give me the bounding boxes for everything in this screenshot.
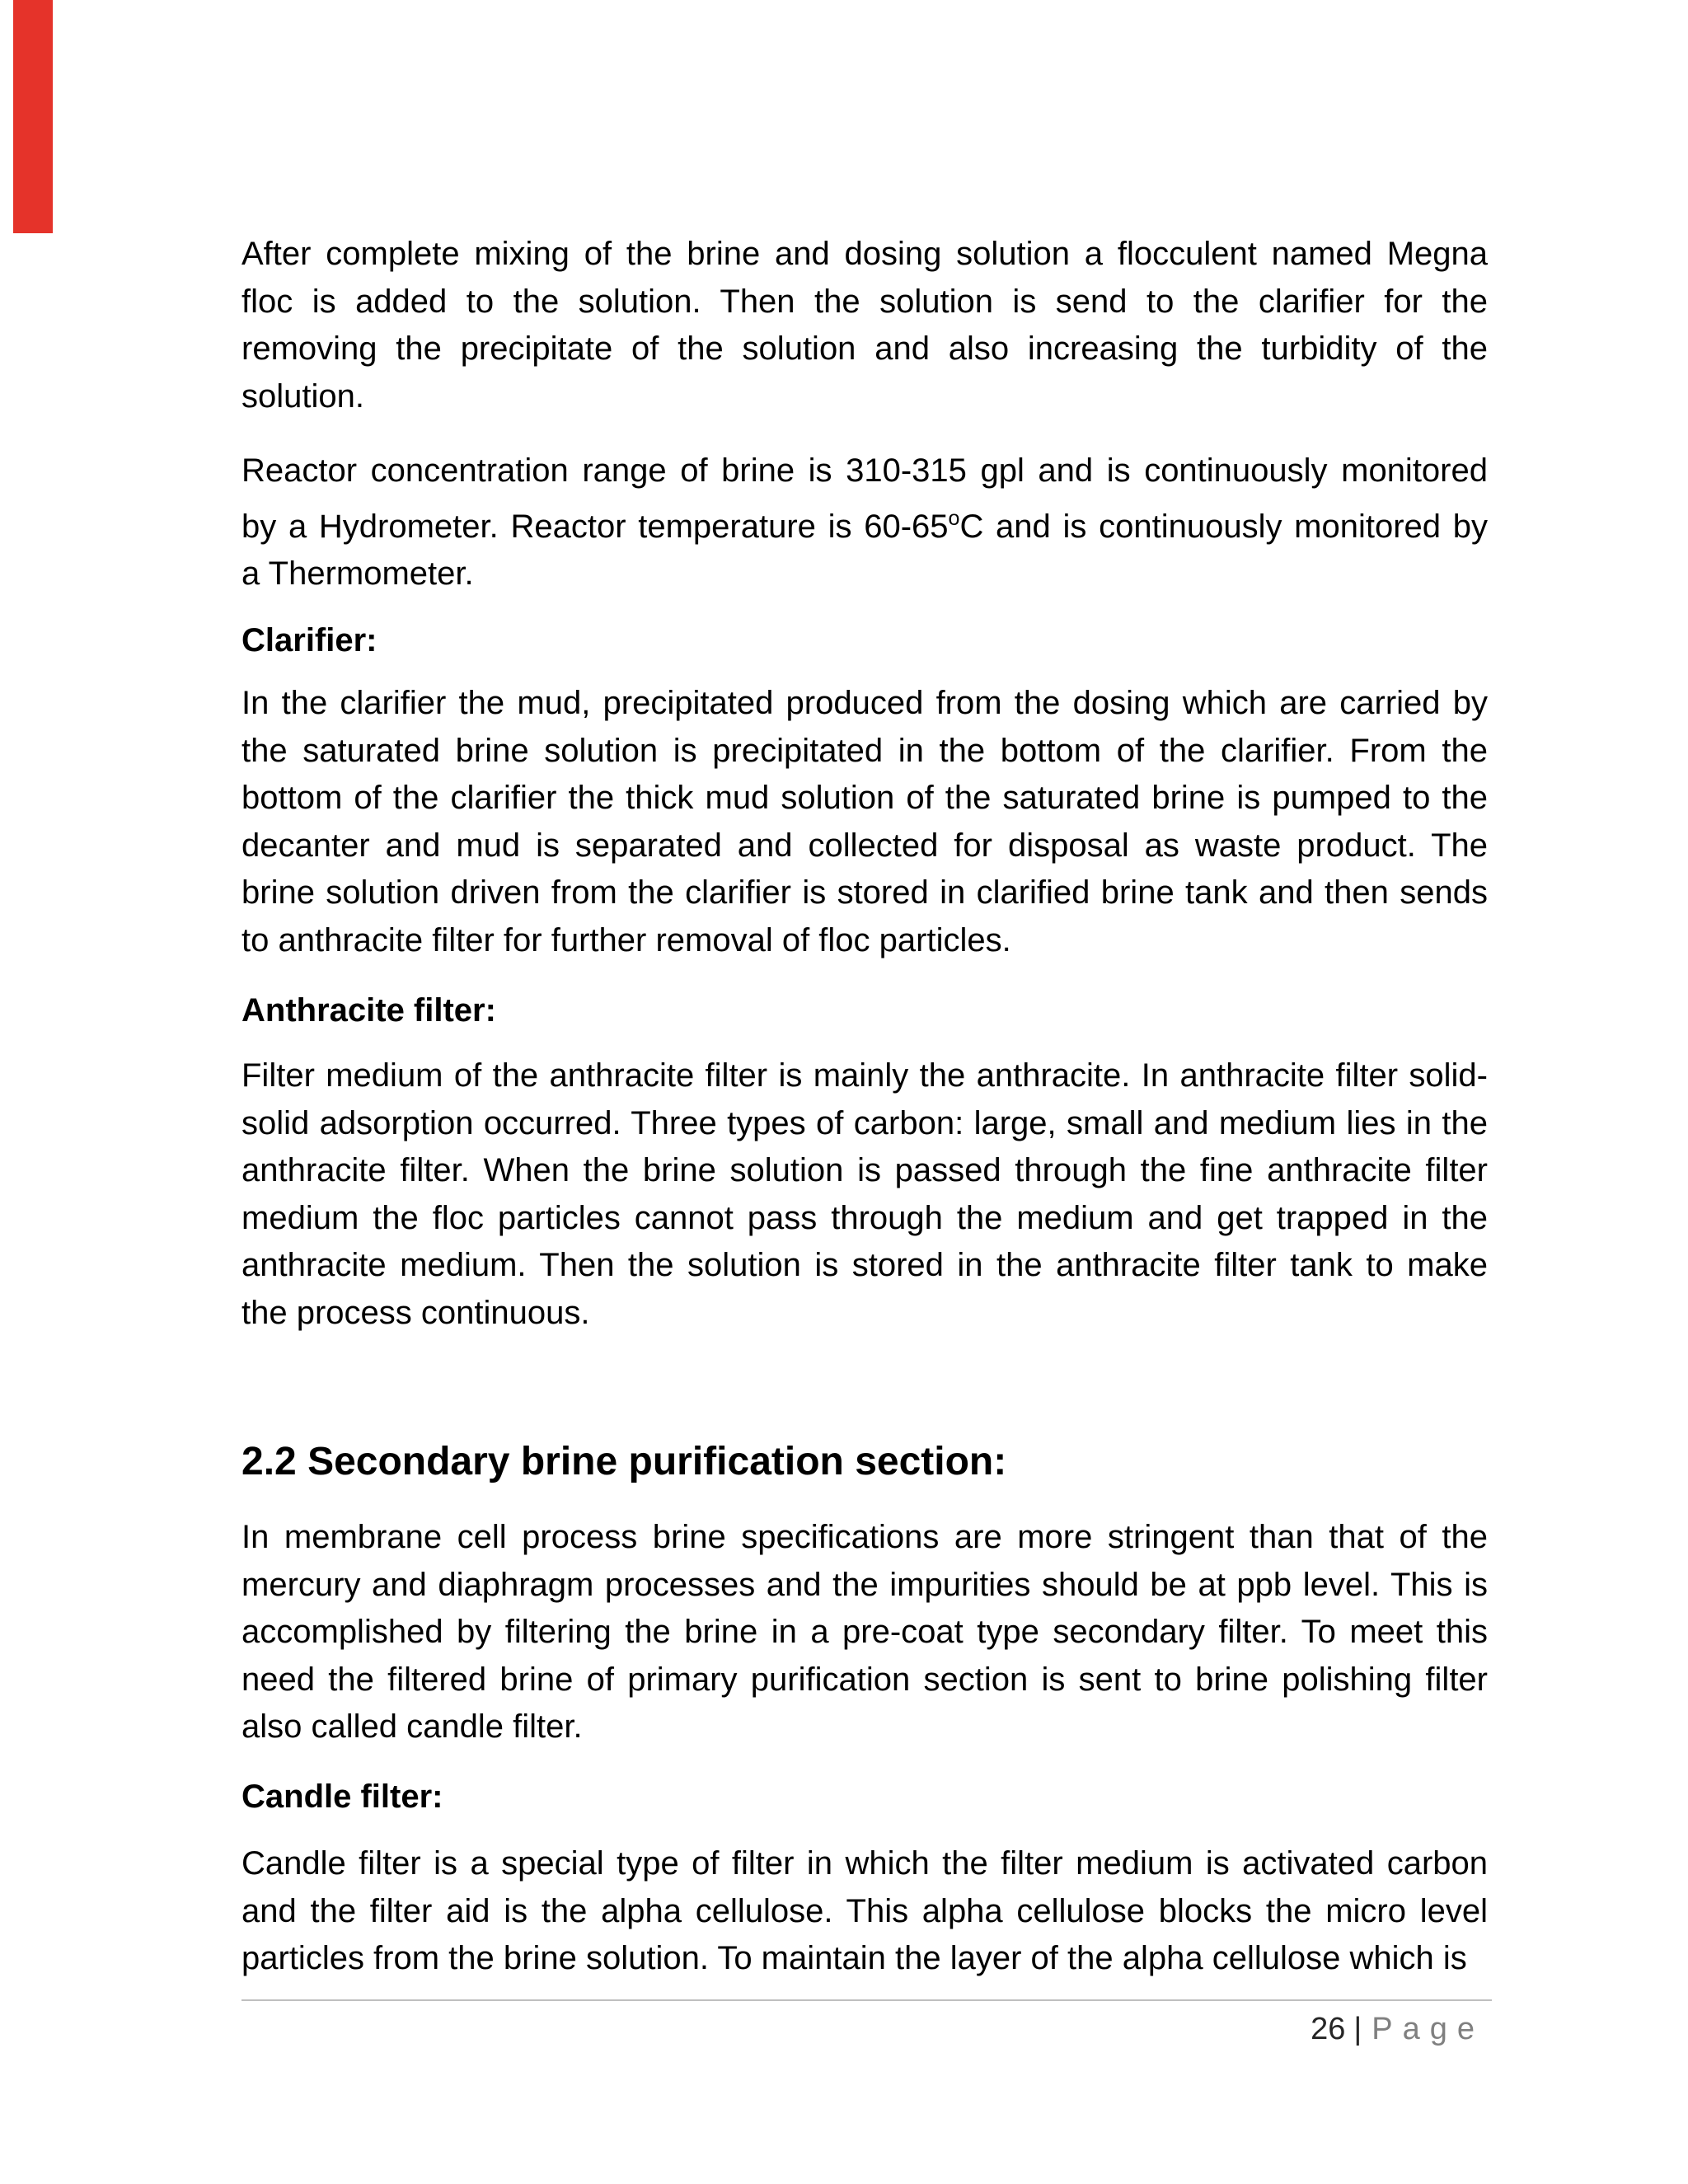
heading-candle-filter: Candle filter: — [241, 1779, 443, 1815]
body-line — [241, 495, 1488, 551]
paragraph-anthracite — [241, 1052, 1488, 1338]
heading-anthracite-filter: Anthracite filter: — [241, 992, 496, 1029]
body-line: anthracite medium. Then the solution is stored in the anthracite filter tank to make — [241, 1247, 1488, 1284]
body-line: decanter and mud is separated and collected for disposal as waste product. The — [241, 827, 1488, 864]
footer-separator: | — [1353, 2012, 1362, 2046]
superscript-o: o — [948, 506, 960, 530]
paragraph-membrane — [241, 1514, 1488, 1751]
body-line: also called candle filter. — [241, 1708, 583, 1746]
paragraph-mixing — [241, 231, 1488, 420]
body-line: a Thermometer. — [241, 555, 474, 593]
body-line: Filter medium of the anthracite filter is mainly the anthracite. In anthracite filter solid- — [241, 1057, 1488, 1094]
heading-clarifier: Clarifier: — [241, 622, 377, 658]
footer-divider — [241, 1999, 1492, 2001]
red-marker-bar — [13, 0, 53, 233]
paragraph-clarifier — [241, 680, 1488, 965]
line-text: by a Hydrometer. Reactor temperature is 60-65 — [241, 508, 949, 545]
body-line: solution. — [241, 377, 364, 415]
body-line: removing the precipitate of the solution and also increasing the turbidity of the — [241, 330, 1488, 368]
body-line: floc is added to the solution. Then the solution is send to the clarifier for the — [241, 283, 1488, 320]
body-line: the process continuous. — [241, 1294, 590, 1331]
body-line: Reactor concentration range of brine is 310-315 gpl and is continuously monitored — [241, 452, 1488, 489]
section-heading: 2.2 Secondary brine purification section: — [241, 1440, 1007, 1483]
body-line: solid adsorption occurred. Three types of carbon: large, small and medium lies in the — [241, 1104, 1488, 1141]
body-line: accomplished by filtering the brine in a pre-coat type secondary filter. To meet this — [241, 1614, 1488, 1651]
body-line: need the filtered brine of primary purification section is sent to brine polishing filter — [241, 1661, 1488, 1698]
body-line: In membrane cell process brine specifications are more stringent than that of the — [241, 1519, 1488, 1555]
body-line: mercury and diaphragm processes and the impurities should be at ppb level. This is — [241, 1566, 1488, 1603]
body-line: bottom of the clarifier the thick mud solution of the saturated brine is pumped to the — [241, 780, 1488, 817]
paragraph-reactor — [241, 448, 1488, 598]
body-line: particles from the brine solution. To maintain the layer of the alpha cellulose which is — [241, 1940, 1467, 1977]
body-line: to anthracite filter for further removal of floc particles. — [241, 921, 1011, 958]
page-footer — [241, 2008, 1484, 2050]
paragraph-candle — [241, 1840, 1488, 1983]
page-number: 26 — [1311, 2012, 1346, 2046]
body-line: After complete mixing of the brine and dosing solution a flocculent named Megna — [241, 236, 1488, 272]
footer-page-label: Page — [1372, 2012, 1484, 2046]
body-line: anthracite filter. When the brine solution is passed through the fine anthracite filter — [241, 1152, 1488, 1189]
body-line: and the filter aid is the alpha cellulose. This alpha cellulose blocks the micro level — [241, 1892, 1488, 1929]
body-line: In the clarifier the mud, precipitated produced from the dosing which are carried by — [241, 685, 1488, 721]
body-line: Candle filter is a special type of filter in which the filter medium is activated carbon — [241, 1845, 1488, 1882]
body-line: medium the floc particles cannot pass through the medium and get trapped in the — [241, 1199, 1488, 1236]
body-line: brine solution driven from the clarifier is stored in clarified brine tank and then sends — [241, 874, 1488, 912]
body-line: the saturated brine solution is precipitated in the bottom of the clarifier. From the — [241, 732, 1488, 769]
line-text: C and is continuously monitored by — [959, 508, 1489, 545]
